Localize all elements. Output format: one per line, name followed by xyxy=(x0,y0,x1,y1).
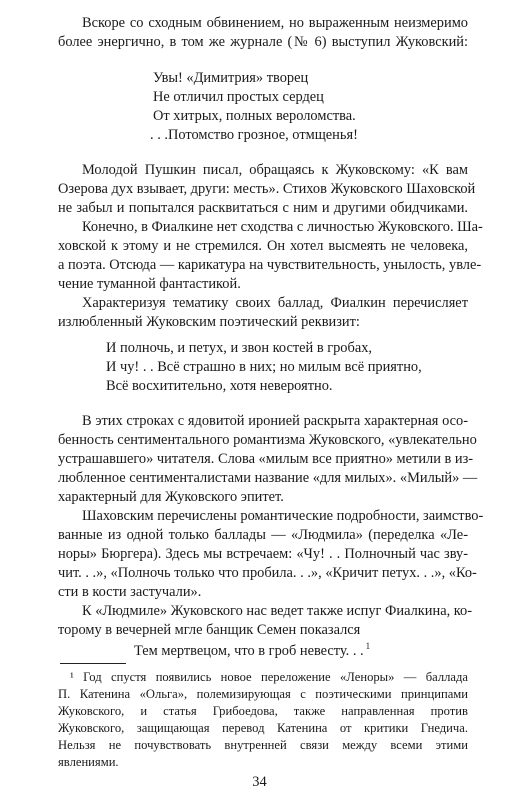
verse-1-line-3: От хитрых, полных вероломства. xyxy=(153,108,356,124)
paragraph-3-line-1: Конечно, в Фиалкине нет сходства с личностью Жуковского. Ша- xyxy=(82,219,483,235)
footnote-line-4: Жуковского, защищающая перевод Катенина от критики Гнедича. xyxy=(58,721,468,735)
paragraph-3-line-2: ховской к этому и не стремился. Он хотел высмеять не человека, xyxy=(58,238,468,254)
verse-1-line-2: Не отличил простых сердец xyxy=(153,89,324,105)
verse-2-line-3: Всё восхитительно, хотя невероятно. xyxy=(106,378,333,394)
paragraph-7-line-1: К «Людмиле» Жуковского нас ведет также испуг Фиалкина, ко- xyxy=(82,603,473,619)
verse-3-line xyxy=(134,637,370,660)
page-number: 34 xyxy=(252,774,267,790)
verse-2-line-2: И чу! . . Всё страшно в них; но милым всё приятно, xyxy=(106,359,422,375)
footnote-line-1: ¹ Год спустя появились новое переложение «Леноры» — баллада xyxy=(70,670,468,684)
footnote-line-3: Жуковского, и статья Грибоедова, также направленная против xyxy=(58,704,468,718)
paragraph-5-line-4: любленное сентименталистами название «для милых». «Милый» — xyxy=(58,470,478,486)
footnote-divider xyxy=(60,663,126,664)
paragraph-6-line-4: чит. . .», «Полночь только что пробила. . .», «Кричит петух. . .», «Ко- xyxy=(58,565,477,581)
paragraph-5-line-2: бенность сентиментального романтизма Жуковского, «увлекательно xyxy=(58,432,477,448)
paragraph-5-line-5: характерный для Жуковского эпитет. xyxy=(58,489,284,505)
paragraph-4-line-1: Характеризуя тематику своих баллад, Фиалкин перечисляет xyxy=(82,295,468,311)
paragraph-1-line-2: более энергично, в том же журнале (№ 6) выступил Жуковский: xyxy=(58,34,468,50)
paragraph-6-line-3: норы» Бюргера). Здесь мы встречаем: «Чу! . . Полночный час зву- xyxy=(58,546,468,562)
verse-1-line-1: Увы! «Димитрия» творец xyxy=(153,70,309,86)
paragraph-6-line-1: Шаховским перечислены романтические подробности, заимство- xyxy=(82,508,484,524)
paragraph-3-line-4: чение туманной фантастикой. xyxy=(58,276,241,292)
paragraph-3-line-3: а поэта. Отсюда — карикатура на чувствительность, унылость, увле- xyxy=(58,257,482,273)
paragraph-2-line-1: Молодой Пушкин писал, обращаясь к Жуковскому: «К вам xyxy=(82,162,468,178)
verse-1-line-4: . . .Потомство грозное, отмщенья! xyxy=(150,127,358,143)
paragraph-5-line-1: В этих строках с ядовитой иронией раскрыта характерная осо- xyxy=(82,413,468,429)
paragraph-7-line-2: торому в вечерней мгле банщик Семен показался xyxy=(58,622,361,638)
footnote-marker: 1 xyxy=(365,641,371,651)
paragraph-5-line-3: устрашавшего» читателя. Слова «милым все приятно» метили в из- xyxy=(58,451,474,467)
verse-2-line-1: И полночь, и петух, и звон костей в гробах, xyxy=(106,340,373,356)
paragraph-1-line-1: Вскоре со сходным обвинением, но выраженным неизмеримо xyxy=(82,15,468,31)
footnote-line-2: П. Катенина «Ольга», полемизирующая с поэтическими принципами xyxy=(58,687,468,701)
verse-3-text: Тем мертвецом, что в гроб невесту. . . xyxy=(134,643,364,659)
paragraph-6-line-5: сти в кости застучали». xyxy=(58,584,202,600)
paragraph-6-line-2: ванные из одной только баллады — «Людмила» (переделка «Ле- xyxy=(58,527,468,543)
paragraph-2-line-3: не забыл и попытался расквитаться с ним и другими обидчиками. xyxy=(58,200,468,216)
paragraph-4-line-2: излюбленный Жуковским поэтический реквизит: xyxy=(58,314,360,330)
paragraph-2-line-2: Озерова дух взывает, други: месть». Стихов Жуковского Шаховской xyxy=(58,181,476,197)
footnote-line-6: явлениями. xyxy=(58,755,119,769)
footnote-line-5: Нельзя не почувствовать внутренней связи между всеми этими xyxy=(58,738,468,752)
